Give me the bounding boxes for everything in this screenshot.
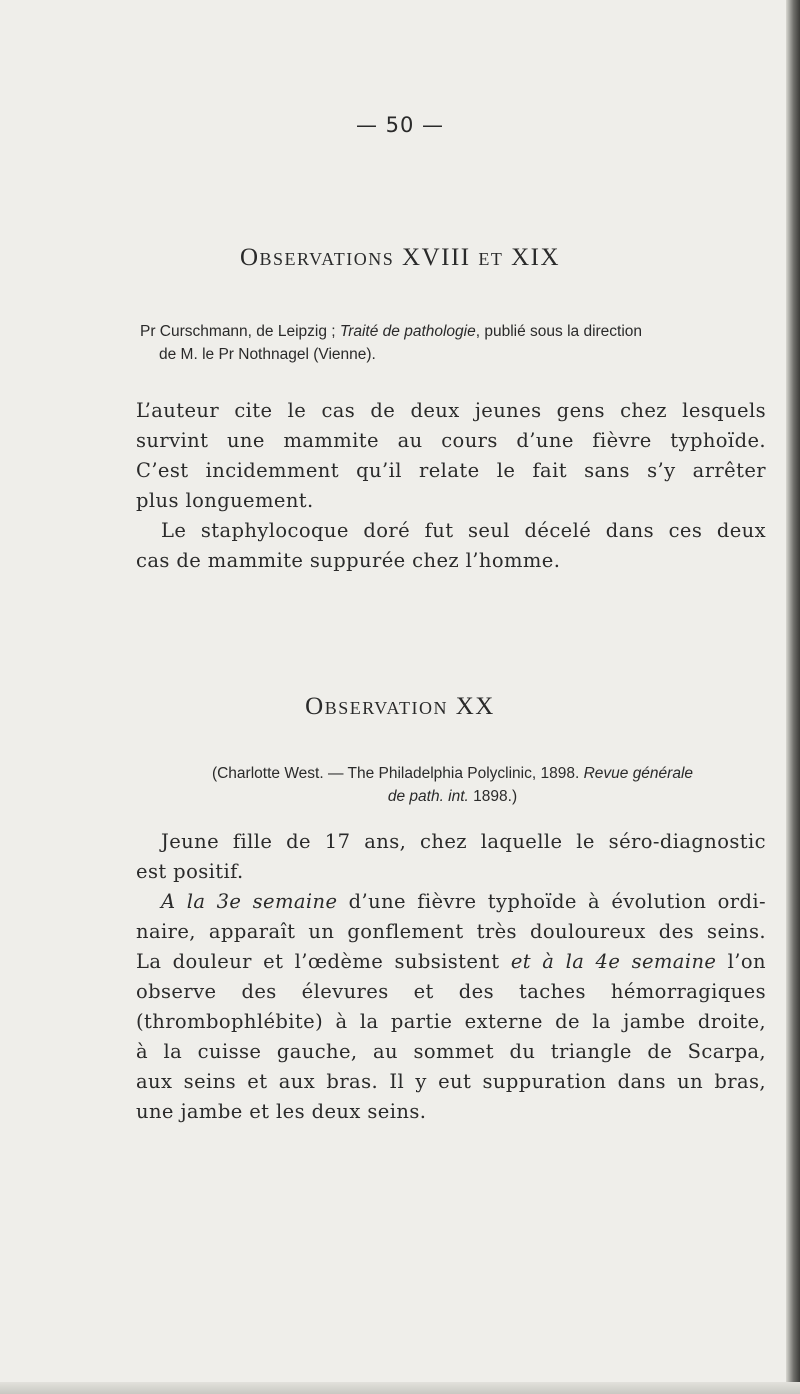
reference-title: Traité de pathologie (339, 323, 476, 340)
reference-text: (Charlotte West. — The Philadelphia Polyclinic, 1898. (211, 765, 584, 782)
reference-block-1 (140, 320, 765, 366)
reference-line (140, 785, 765, 808)
paragraph-observations-18-19 (136, 396, 766, 576)
italic-phrase: A la 3e semaine (161, 890, 338, 913)
text-fragment: l’on (716, 950, 766, 973)
text-line: survint une mammite au cours d’une fièvre typhoïde. (136, 429, 766, 452)
reference-block-2 (140, 762, 765, 808)
text-line: plus longuement. (136, 489, 314, 512)
section-heading-observations-18-19: Observations XVIII et XIX (239, 244, 561, 271)
text-fragment: La douleur et l’œdème subsistent (136, 950, 511, 973)
text-line: à la cuisse gauche, au sommet du triangle de Scarpa, (136, 1040, 766, 1063)
text-line: cas de mammite suppurée chez l’homme. (136, 549, 561, 572)
italic-phrase: et à la 4e semaine (510, 950, 717, 973)
paragraph-observation-20 (136, 827, 766, 1127)
text-line: aux seins et aux bras. Il y eut suppuration dans un bras, (136, 1070, 766, 1093)
reference-text: Pr Curschmann, de Leipzig ; (140, 323, 340, 340)
text-line: naire, apparaît un gonflement très douloureux des seins. (136, 920, 766, 943)
page-number: — 50 — (355, 113, 445, 137)
text-line: (thrombophlébite) à la partie externe de la jambe droite, (136, 1010, 766, 1033)
text-line: L’auteur cite le cas de deux jeunes gens chez lesquels (136, 399, 766, 422)
reference-line: de M. le Pr Nothnagel (Vienne). (159, 346, 376, 363)
text-line: une jambe et les deux seins. (136, 1100, 427, 1123)
text-line: Le staphylocoque doré fut seul décelé dans ces deux (161, 519, 766, 542)
reference-title: Revue générale (583, 765, 694, 782)
page-bottom-edge (0, 1382, 800, 1394)
text-line (136, 887, 766, 917)
text-fragment: d’une fièvre typhoïde à évolution ordi- (337, 890, 766, 913)
reference-text: 1898.) (468, 788, 518, 805)
reference-text: , publié sous la direction (475, 323, 643, 340)
section-heading-observation-20: Observation XX (305, 693, 495, 720)
text-line (136, 947, 766, 977)
text-line: observe des élevures et des taches hémorragiques (136, 980, 766, 1003)
text-line: est positif. (136, 860, 244, 883)
text-line: Jeune fille de 17 ans, chez laquelle le séro-diagnostic (161, 830, 766, 853)
reference-line (140, 320, 765, 343)
reference-line (140, 762, 765, 785)
text-line: C’est incidemment qu’il relate le fait sans s’y arrêter (136, 459, 766, 482)
reference-title: de path. int. (387, 788, 469, 805)
